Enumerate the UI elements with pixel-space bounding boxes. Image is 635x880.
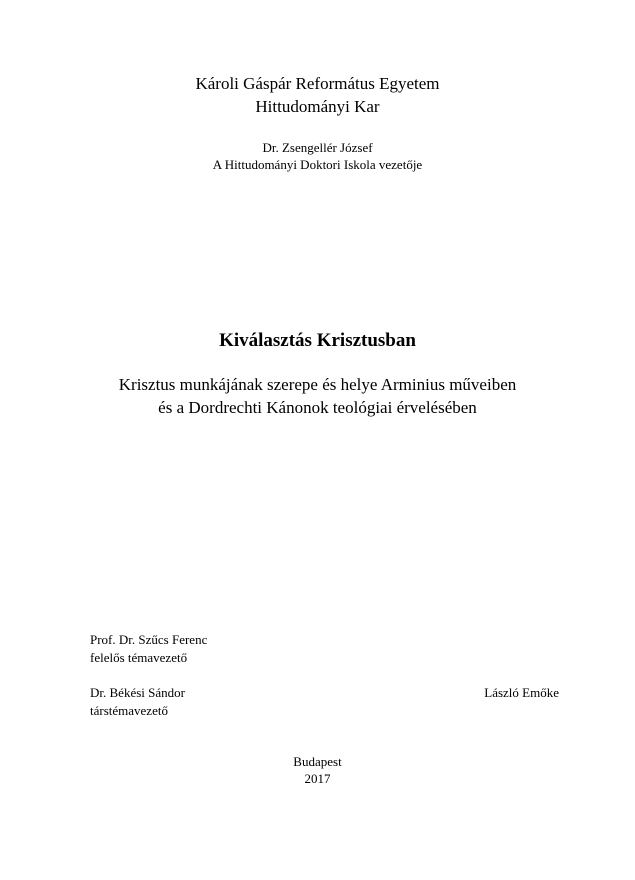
school-head-role: A Hittudományi Doktori Iskola vezetője [212,157,423,172]
co-supervisor-role: társtémavezető [90,703,168,718]
thesis-subtitle-line1: Krisztus munkájának szerepe és helye Arminius műveiben [118,375,517,394]
supervisor-name: Prof. Dr. Szűcs Ferenc [90,632,208,647]
thesis-title: Kiválasztás Krisztusban [219,330,416,351]
thesis-subtitle-line2: és a Dordrechti Kánonok teológiai érvelésében [158,398,477,417]
faculty-name: Hittudományi Kar [255,97,380,116]
supervisor-role: felelős témavezető [90,650,188,665]
year: 2017 [304,771,331,786]
author-name: László Emőke [484,685,559,700]
university-name: Károli Gáspár Református Egyetem [195,74,440,93]
co-supervisor-name: Dr. Békési Sándor [90,685,185,700]
school-head-name: Dr. Zsengellér József [262,140,373,155]
place: Budapest [293,754,342,769]
